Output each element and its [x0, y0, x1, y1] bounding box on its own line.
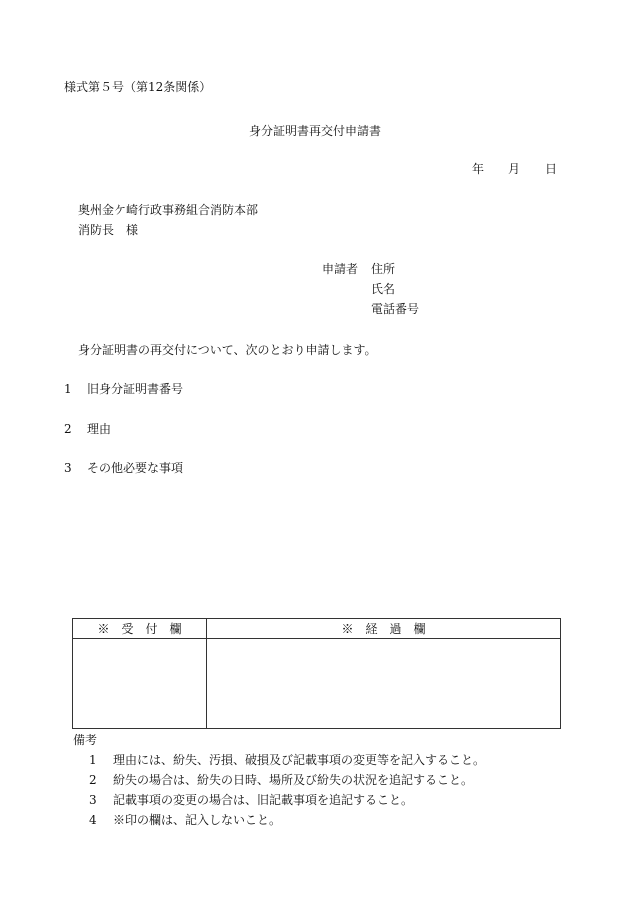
item-number: 1	[64, 382, 72, 396]
item-label-old-id-number: 旧身分証明書番号	[87, 382, 184, 396]
applicant-phone-label: 電話番号	[371, 302, 420, 316]
progress-column-header: ※ 経 過 欄	[207, 619, 561, 639]
item-number: 3	[64, 461, 72, 475]
note-text: 紛失の場合は、紛失の日時、場所及び紛失の状況を追記すること。	[113, 773, 474, 787]
recipient-title: 消防長 様	[78, 223, 139, 237]
reception-column-header: ※ 受 付 欄	[73, 619, 207, 639]
intro-text: 身分証明書の再交付について、次のとおり申請します。	[78, 343, 377, 357]
office-use-table	[72, 618, 561, 729]
item-number: 2	[64, 422, 72, 436]
date-month-label: 月	[508, 162, 521, 176]
form-number: 様式第５号（第12条関係）	[64, 80, 212, 94]
applicant-name-label: 氏名	[371, 282, 396, 296]
notes-heading: 備考	[73, 733, 98, 747]
date-day-label: 日	[545, 162, 558, 176]
note-number: 2	[89, 773, 97, 787]
document-title: 身分証明書再交付申請書	[248, 124, 381, 138]
note-text: ※印の欄は、記入しないこと。	[113, 813, 282, 827]
reception-cell[interactable]	[73, 639, 207, 729]
note-number: 1	[89, 753, 97, 767]
applicant-label: 申請者	[322, 262, 359, 276]
item-label-other-matters: その他必要な事項	[87, 461, 184, 475]
note-text: 記載事項の変更の場合は、旧記載事項を追記すること。	[113, 793, 414, 807]
note-number: 3	[89, 793, 97, 807]
date-year-label: 年	[472, 162, 485, 176]
note-number: 4	[89, 813, 97, 827]
item-label-reason: 理由	[87, 422, 112, 436]
recipient-organization: 奥州金ケ崎行政事務組合消防本部	[78, 203, 259, 217]
note-text: 理由には、紛失、汚損、破損及び記載事項の変更等を記入すること。	[113, 753, 486, 767]
progress-cell[interactable]	[207, 639, 561, 729]
applicant-address-label: 住所	[371, 262, 396, 276]
